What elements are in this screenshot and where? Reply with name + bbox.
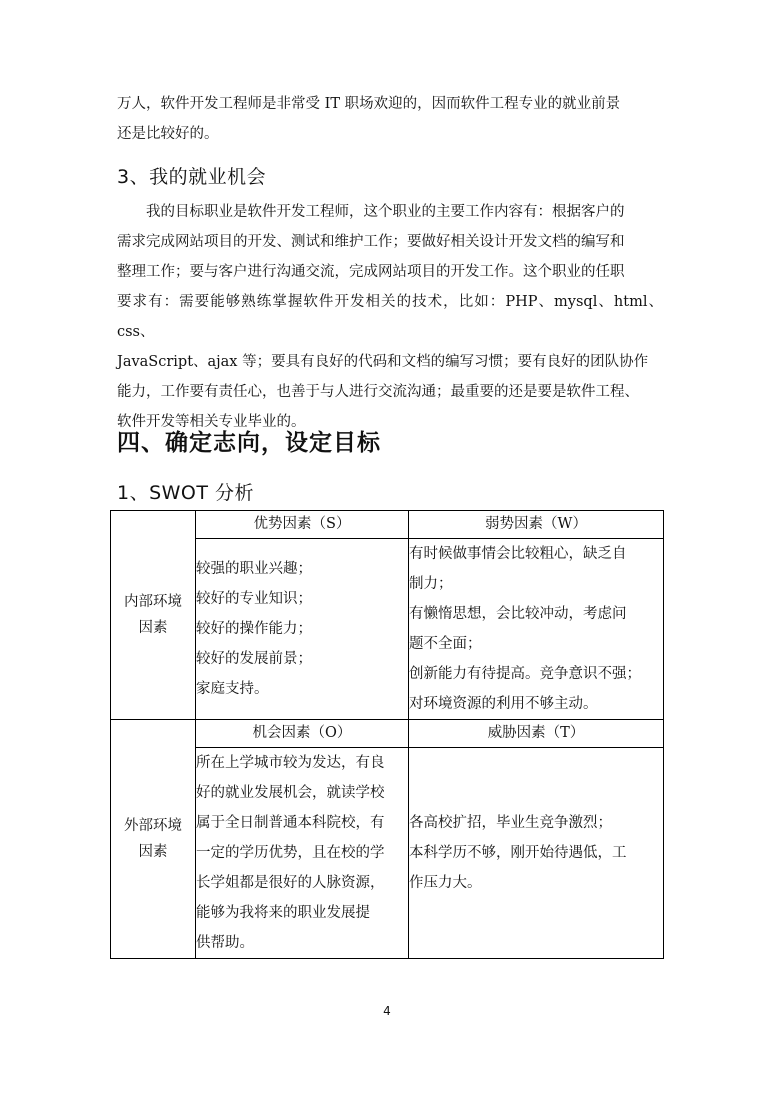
intro-line: 还是比较好的。 xyxy=(117,126,219,142)
internal-factors-label: 内部环境 因素 xyxy=(111,511,196,720)
strength-item: 家庭支持。 xyxy=(196,681,269,697)
opportunity-line: 供帮助。 xyxy=(196,935,254,951)
section-heading: 3、我的就业机会 xyxy=(117,166,267,188)
strengths-header: 优势因素（S） xyxy=(196,511,409,539)
paragraph-line: 需求完成网站项目的开发、测试和维护工作；要做好相关设计开发文档的编写和 xyxy=(117,234,625,250)
paragraph-line: JavaScript、ajax 等；要具有良好的代码和文档的编写习惯；要有良好的团队协作 xyxy=(117,354,649,370)
weakness-line: 对环境资源的利用不够主动。 xyxy=(409,696,598,712)
weakness-line: 题不全面； xyxy=(409,636,482,652)
opportunity-line: 好的就业发展机会，就读学校 xyxy=(196,785,385,801)
paragraph-line: 我的目标职业是软件开发工程师，这个职业的主要工作内容有：根据客户的 xyxy=(146,204,625,220)
subsection-heading: 1、SWOT 分析 xyxy=(117,482,255,504)
strength-item: 较好的发展前景； xyxy=(196,651,312,667)
weakness-line: 制力； xyxy=(409,576,453,592)
strength-item: 较好的操作能力； xyxy=(196,621,312,637)
threat-line: 作压力大。 xyxy=(409,875,482,891)
threat-line: 本科学历不够，刚开始待遇低，工 xyxy=(409,845,627,861)
opportunities-cell xyxy=(196,748,409,959)
weaknesses-header: 弱势因素（W） xyxy=(409,511,664,539)
external-factors-label: 外部环境 因素 xyxy=(111,720,196,959)
threats-cell xyxy=(409,748,664,959)
swot-table xyxy=(110,510,664,959)
opportunities-header: 机会因素（O） xyxy=(196,720,409,748)
strengths-cell xyxy=(196,539,409,720)
strength-item: 较强的职业兴趣； xyxy=(196,561,312,577)
strength-item: 较好的专业知识； xyxy=(196,591,312,607)
intro-line: 万人，软件开发工程师是非常受 IT 职场欢迎的，因而软件工程专业的就业前景 xyxy=(117,96,621,112)
weakness-line: 创新能力有待提高。竞争意识不强； xyxy=(409,666,641,682)
page-number: 4 xyxy=(383,1004,391,1018)
weakness-line: 有时候做事情会比较粗心，缺乏自 xyxy=(409,546,627,562)
intro-paragraph xyxy=(117,89,663,149)
opportunity-line: 能够为我将来的职业发展提 xyxy=(196,905,370,921)
opportunity-line: 长学姐都是很好的人脉资源， xyxy=(196,875,385,891)
opportunity-line: 所在上学城市较为发达，有良 xyxy=(196,755,385,771)
paragraph-line: 软件开发等相关专业毕业的。 xyxy=(117,414,306,430)
opportunity-line: 一定的学历优势，且在校的学 xyxy=(196,845,385,861)
paragraph-line: 能力，工作要有责任心，也善于与人进行交流沟通；最重要的还是要是软件工程、 xyxy=(117,384,639,400)
section-paragraph xyxy=(117,197,663,437)
threat-line: 各高校扩招，毕业生竞争激烈； xyxy=(409,815,612,831)
paragraph-line: 要求有：需要能够熟练掌握软件开发相关的技术，比如：PHP、mysql、html、css、 xyxy=(117,294,663,340)
opportunity-line: 属于全日制普通本科院校，有 xyxy=(196,815,385,831)
paragraph-line: 整理工作；要与客户进行沟通交流，完成网站项目的开发工作。这个职业的任职 xyxy=(117,264,625,280)
chapter-heading: 四、确定志向，设定目标 xyxy=(117,430,381,456)
threats-header: 威胁因素（T） xyxy=(409,720,664,748)
weakness-line: 有懒惰思想，会比较冲动，考虑问 xyxy=(409,606,627,622)
weaknesses-cell xyxy=(409,539,664,720)
